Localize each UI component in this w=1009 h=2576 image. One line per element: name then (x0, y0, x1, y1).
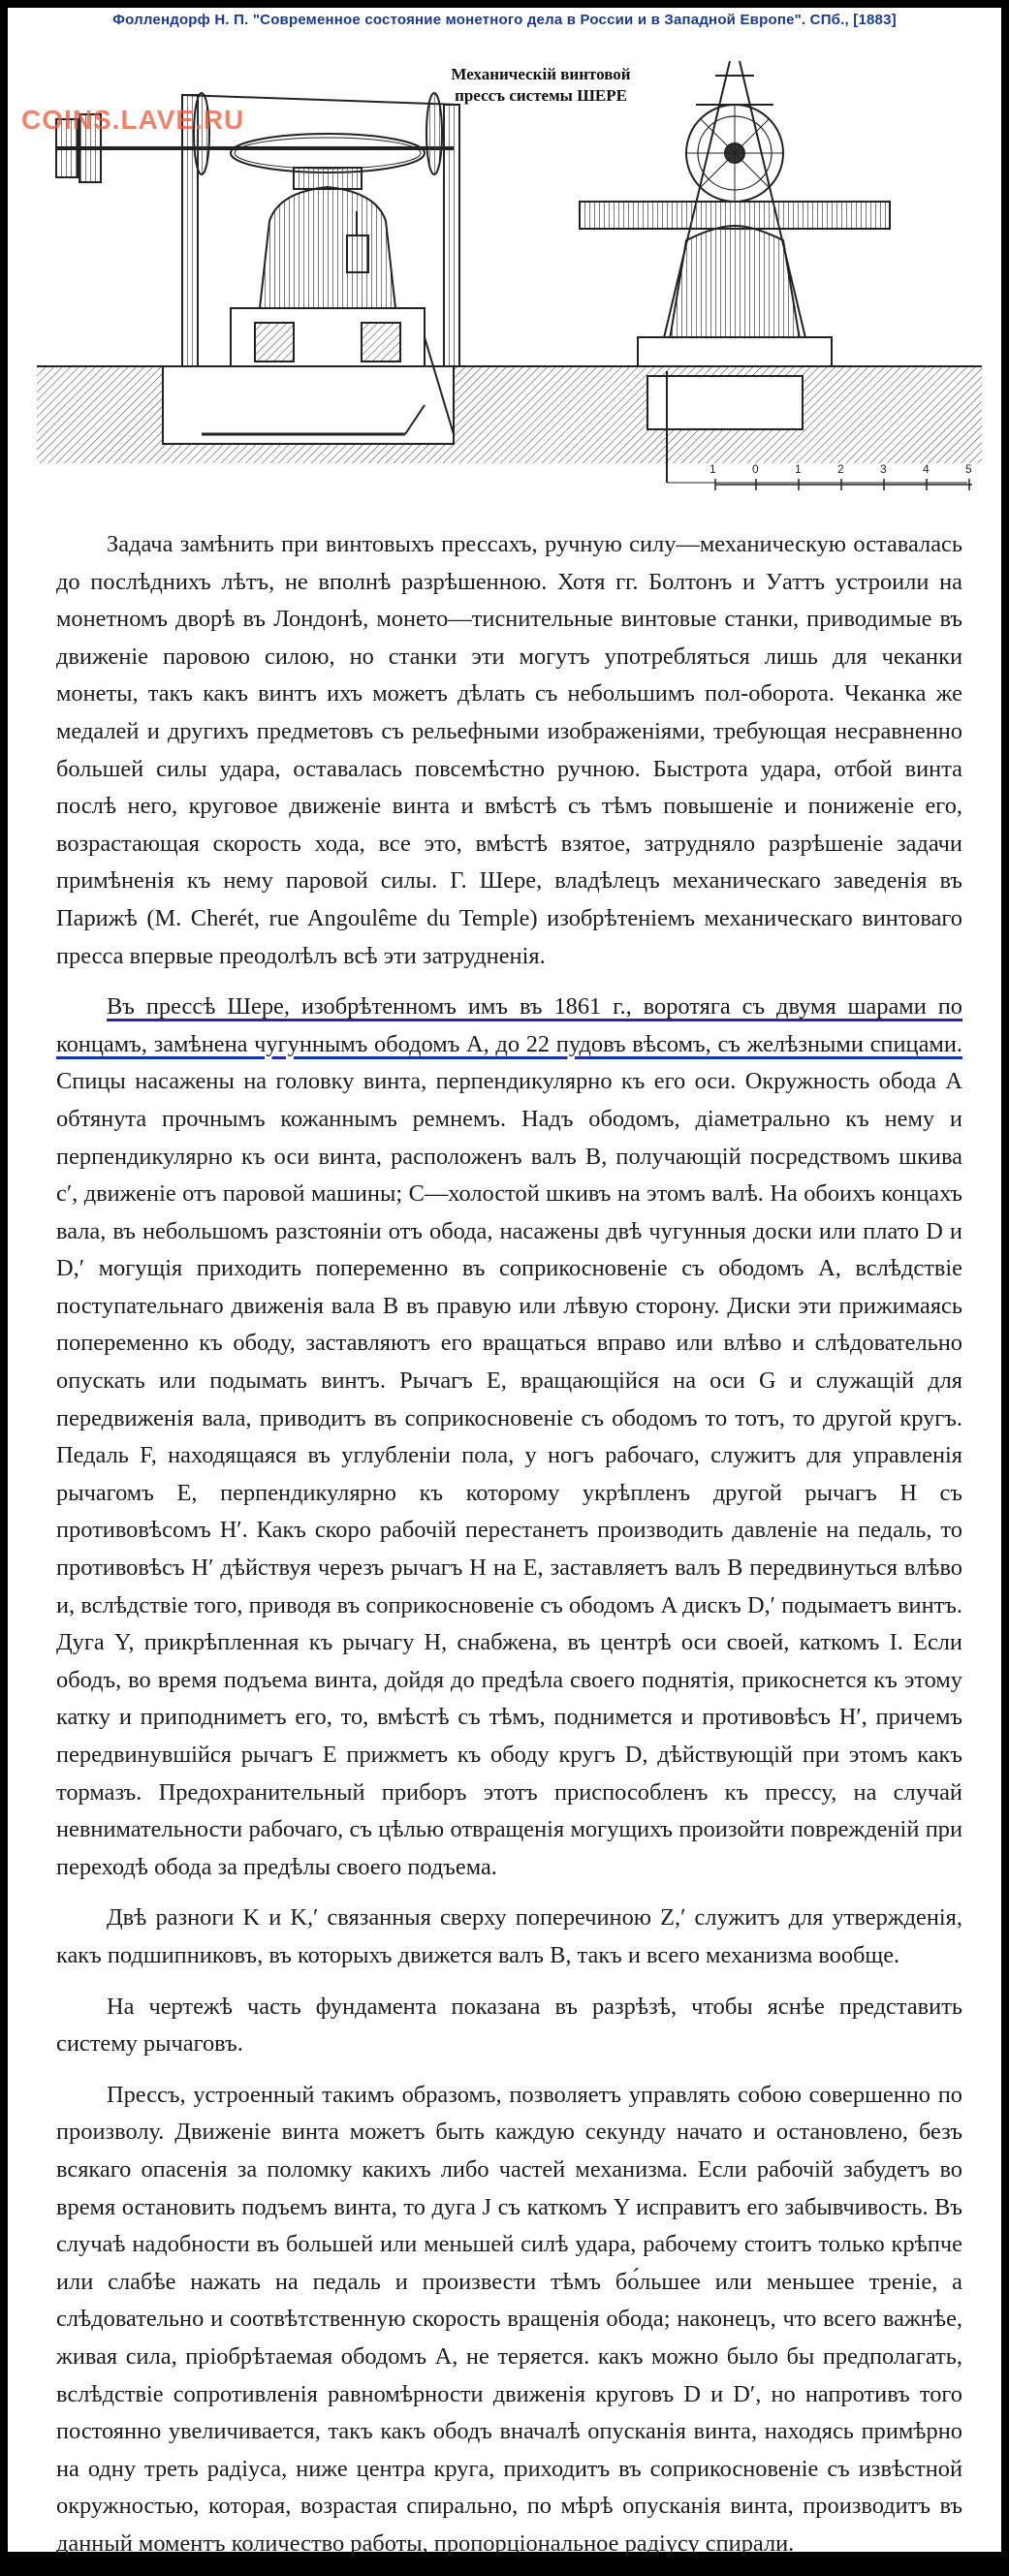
paragraph-3: Двѣ разноги K и K,′ связанныя сверху поперечиною Z,′ служитъ для утвержденія, какъ подшипниковъ, въ которыхъ движется валъ B, такъ и всего механизма вообще. (56, 1904, 962, 1968)
scale-label: 3 (880, 462, 887, 476)
illustration-title-line1: Механическій винтовой (451, 65, 631, 83)
foundation (37, 366, 982, 463)
scale-label: 2 (837, 462, 844, 476)
paragraph-2 (56, 989, 962, 1886)
scale-label: 4 (923, 462, 930, 476)
paragraph-4: На чертежѣ часть фундамента показана въ разрѣзѣ, чтобы яснѣе представить систему рычаговъ. (56, 1993, 962, 2058)
scale-label: 1 (795, 462, 802, 476)
scale-label: 0 (752, 462, 759, 476)
book-text (56, 526, 962, 2576)
illustration-title-line2: прессъ системы ШЕРЕ (455, 86, 627, 105)
illustration-title (429, 64, 652, 107)
paragraph-2-rest: Спицы насажены на головку винта, перпендикулярно къ его оси. Окружность обода A обтянута прочнымъ кожаннымъ ремнемъ. Надъ ободомъ, діаметрально къ нему и перпендикулярно къ оси винта, расположенъ валъ B, получающій посредствомъ шкива c′, движеніе отъ паровой машины; C—холостой шкивъ на этомъ валѣ. На обоихъ концахъ вала, въ небольшомъ разстояніи отъ обода, насажены двѣ чугунныя доски или плато D и D,′ могущія приходить попеременно въ соприкосновеніе съ ободомъ A, вслѣдствіе поступательнаго движенія вала B въ правую или лѣвую сторону. Диски эти прижимаясь попеременно къ ободу, заставляютъ его вращаться вправо или влѣво и слѣдовательно опускать или подымать винтъ. Рычагъ E, вращающійся на оси G и служащій для передвиженія вала, приводитъ въ соприкосновеніе съ ободомъ то тотъ, то другой кругъ. Педаль F, находящаяся въ углубленіи пола, у ногъ рабочаго, служитъ для управленія рычагомъ E, перпендикулярно къ которому укрѣпленъ другой рычагъ H съ противовѣсомъ H′. Какъ скоро рабочій перестанетъ производить давленіе на педаль, то противовѣсъ H′ дѣйствуя черезъ рычагъ H на E, заставляетъ валъ B передвинуться влѣво и, вслѣдствіе того, приводя въ соприкосновеніе съ ободомъ A дискъ D,′ подымаетъ винтъ. Дуга Y, прикрѣпленная къ рычагу H, снабжена, въ центрѣ оси своей, каткомъ I. Если ободъ, во время подъема винта, дойдя до предѣла своего поднятія, прикоснется къ этому катку и приподниметъ его, то, вмѣстѣ съ тѣмъ, поднимется и противовѣсъ H′, причемъ передвинувшійся рычагъ E прижметъ къ ободу кругъ D, дѣйствующій при этомъ какъ тормазъ. Предохранительный приборъ этотъ приспособленъ къ прессу, на случай невнимательности рабочаго, съ цѣлью отвращенія могущихъ произойти поврежденій при переходѣ обода за предѣлы своего подъема. (56, 1068, 962, 1880)
page-caption: Фоллендорф Н. П. "Современное состояние монетного дела в России и в Западной Европе". СПб., [1883] (112, 12, 897, 28)
paragraph-1: Задача замѣнить при винтовыхъ прессахъ, ручную силу—механическую оставалась до послѣднихъ лѣтъ, не вполнѣ разрѣшенною. Хотя гг. Болтонъ и Уаттъ устроили на монетномъ дворѣ въ Лондонѣ, монето—тиснительные винтовые станки, приводимые въ движеніе паровою силою, но станки эти могутъ употребляться лишь для чеканки монеты, такъ какъ винтъ ихъ можетъ дѣлать съ небольшимъ пол-оборота. Чеканка же медалей и другихъ предметовъ съ рельефными изображеніями, требующая несравненно большей силы удара, оставалась повсемѣстно ручною. Быстрота удара, отбой винта послѣ него, круговое движеніе винта и вмѣстѣ съ тѣмъ повышеніе и пониженіе его, возрастающая скорость хода, все это, вмѣстѣ взятое, затрудняло разрѣшеніе задачи примѣненія къ нему паровой силы. Г. Шере, владѣлецъ механическаго заведенія въ Парижѣ (M. Cherét, rue Angoulême du Temple) изобрѣтеніемъ механическаго винтоваго пресса впервые преодолѣлъ всѣ эти затрудненія. (56, 531, 962, 969)
watermark: COINS.LAVE.RU (21, 105, 245, 135)
scale-label: 1 (709, 462, 716, 476)
page-frame (8, 8, 1001, 2557)
scale-labels (709, 462, 972, 476)
highlighted-sentence: Въ прессѣ Шере, изобрѣтенномъ имъ въ 1861 г., воротяга съ двумя шарами по концамъ, замѣнена чугуннымъ ободомъ A, до 22 пудовъ вѣсомъ, съ желѣзными спицами. (56, 993, 962, 1057)
scale-label: 5 (965, 462, 972, 476)
scale-bar (715, 479, 972, 490)
paragraph-5: Прессъ, устроенный такимъ образомъ, позволяетъ управлять собою совершенно по произволу. Движеніе винта можетъ быть каждую секунду начато и остановлено, безъ всякаго опасенія за поломку какихъ либо частей механизма. Если рабочій забудетъ во время остановить подъемъ винта, то дуга J съ каткомъ Y исправитъ его забывчивость. Въ случаѣ надобности въ большей или меньшей силѣ удара, рабочему стоитъ только крѣпче или слабѣе нажать на педаль и произвести тѣмъ бо́льшее или меньшее треніе, а слѣдовательно и соотвѣтственную скорость вращенія обода; наконецъ, что всего важнѣе, живая сила, пріобрѣтаемая ободомъ A, не теряется. какъ можно было бы предполагать, вслѣдствіе сопротивленія равномѣрности движенія круговъ D и D′, но напротивъ того постоянно увеличивается, такъ какъ ободъ вначалѣ опусканія винта, находясь примѣрно на одну треть радіуса, ниже центра круга, приходитъ въ соприкосновеніе съ извѣстной окружностью, которая, возрастая спирально, по мѣрѣ опусканія винта, производитъ въ данный моментъ количество работы, пропорціональное радіусу спирали. (56, 2081, 962, 2557)
